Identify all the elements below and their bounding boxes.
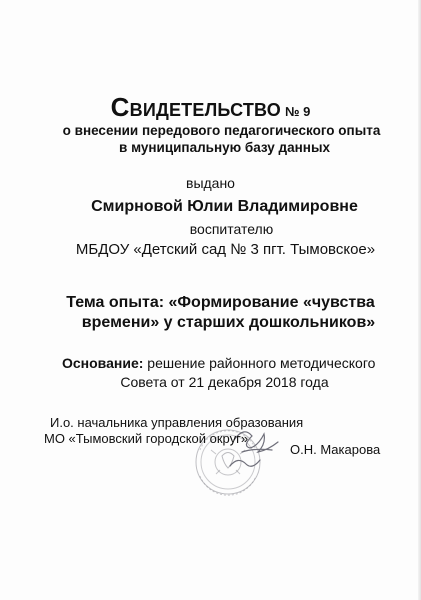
title-number: № 9 (285, 104, 311, 119)
organization-name: МБДОУ «Детский сад № 3 пгт. Тымовское» (75, 241, 376, 258)
basis-text-2: Совета от 21 декабря 2018 года (120, 374, 329, 390)
subtitle-line-2: в муниципальную базу данных (119, 140, 330, 155)
topic-line-2: времени» у старших дошкольников» (81, 314, 376, 331)
issued-label: выдано (186, 175, 235, 191)
basis-text-1: решение районного методического (147, 355, 376, 371)
title-word: Свидетельство (110, 92, 282, 122)
recipient-name: Смирновой Юлии Владимировне (91, 198, 358, 215)
basis-label: Основание: (62, 355, 144, 371)
signatory-title-2: МО «Тымовский городской округ» (44, 431, 249, 446)
subtitle-line-1: о внесении передового педагогического опыта (62, 123, 381, 138)
signatory-title-1: И.о. начальника управления образования (50, 415, 304, 430)
signatory-name: О.Н. Макарова (290, 442, 381, 457)
topic-line-1: Тема опыта: «Формирование «чувства (66, 294, 375, 311)
recipient-position: воспитателю (189, 221, 274, 237)
basis-line-1 (62, 355, 375, 371)
certificate-title (0, 92, 421, 123)
